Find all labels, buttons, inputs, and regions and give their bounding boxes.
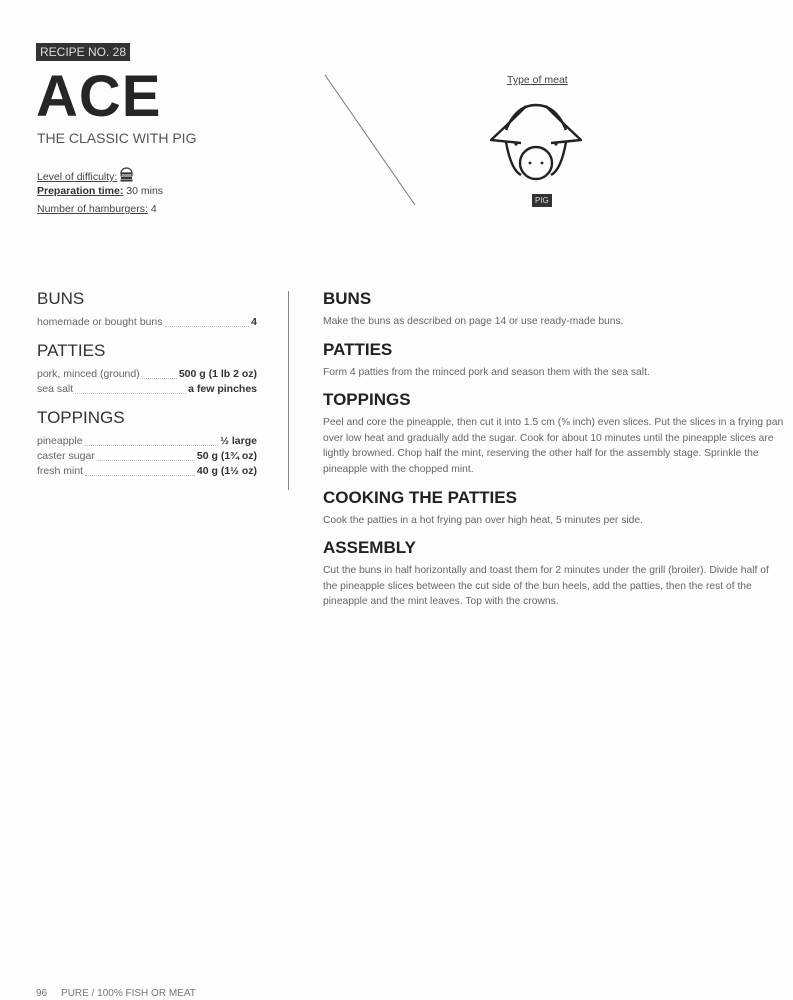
- method-text-assembly: Cut the buns in half horizontally and toast them for 2 minutes under the grill (broiler). Divide half of the pineapple slices between the cut side of the bun heels, add the patties, then the rest of the pineapple and the mint leaves. Top with the crowns.: [323, 565, 769, 608]
- ingredient-group-toppings: [37, 408, 257, 479]
- ingredient-name: sea salt: [37, 383, 74, 395]
- ingredient-amount: 40 g (1½ oz): [196, 465, 257, 477]
- leader-dots: [85, 475, 195, 476]
- hamburger-count-value: 4: [150, 203, 157, 215]
- ingredient-row: [37, 434, 257, 449]
- prep-time-row: [37, 185, 163, 197]
- ingredient-amount: 50 g (1¾ oz): [196, 450, 257, 462]
- method-heading-buns: BUNS: [323, 289, 372, 308]
- prep-time-value: 30 mins: [126, 185, 164, 197]
- section-name: PURE / 100% FISH OR MEAT: [61, 988, 196, 999]
- meat-type-label: Type of meat: [507, 74, 568, 86]
- ingredient-row: [37, 315, 257, 330]
- ingredients-heading-toppings: TOPPINGS: [37, 408, 125, 427]
- method-text-patties: Form 4 patties from the minced pork and season them with the sea salt.: [323, 366, 650, 378]
- method-heading-cooking: COOKING THE PATTIES: [323, 487, 517, 507]
- pig-head-icon: [486, 100, 586, 185]
- method-heading-toppings: TOPPINGS: [323, 390, 411, 410]
- leader-dots: [142, 378, 177, 379]
- hamburger-count-label: Number of hamburgers:: [37, 203, 148, 215]
- ingredient-amount: ½ large: [220, 435, 257, 447]
- method-column: [323, 289, 785, 620]
- ingredients-heading-buns: BUNS: [37, 289, 85, 308]
- leader-dots: [75, 393, 186, 394]
- ingredient-name: caster sugar: [37, 450, 95, 462]
- ingredient-name: pineapple: [37, 435, 83, 447]
- ingredients-heading-patties: PATTIES: [37, 341, 106, 360]
- ingredient-row: [37, 382, 257, 397]
- method-text-cooking: Cook the patties in a hot frying pan over high heat, 5 minutes per side.: [323, 514, 643, 526]
- method-text-toppings: Peel and core the pineapple, then cut it into 1.5 cm (⅝ inch) even slices. Put the slices in a frying pan over low heat and gradually add the sugar. Cook for about 10 minutes until the pineapple slices are lightly browned. Chop half the mint, reserving the other half for the assembly stage. Sprinkle the pineapple with the chopped mint.: [323, 417, 784, 475]
- burger-icon: [120, 167, 133, 182]
- ingredient-name: fresh mint: [37, 465, 84, 477]
- column-divider: [288, 291, 289, 490]
- method-text-buns: Make the buns as described on page 14 or use ready-made buns.: [323, 316, 624, 327]
- recipe-subtitle: THE CLASSIC WITH PIG: [37, 130, 197, 146]
- difficulty-label: Level of difficulty:: [37, 171, 118, 183]
- leader-dots: [97, 460, 195, 461]
- leader-dots: [85, 445, 219, 446]
- ingredient-amount: 500 g (1 lb 2 oz): [178, 368, 257, 380]
- page-footer: [36, 988, 196, 999]
- leader-dots: [165, 326, 250, 327]
- recipe-number-badge: RECIPE NO. 28: [36, 43, 130, 61]
- method-heading-patties: PATTIES: [323, 339, 393, 359]
- ingredient-group-patties: [37, 341, 257, 397]
- meat-type-badge: PIG: [532, 194, 552, 207]
- difficulty-row: [37, 167, 133, 183]
- ingredients-column: [37, 289, 257, 490]
- ingredient-name: pork, minced (ground): [37, 368, 140, 380]
- prep-time-label: Preparation time:: [37, 185, 124, 197]
- ingredient-name: homemade or bought buns: [37, 316, 163, 328]
- recipe-title: ACE: [36, 64, 162, 129]
- method-heading-assembly: ASSEMBLY: [323, 538, 416, 558]
- hamburger-count-row: [37, 203, 157, 215]
- ingredient-group-buns: [37, 289, 257, 330]
- ingredient-amount: a few pinches: [188, 383, 257, 395]
- page-number: 96: [36, 988, 48, 999]
- ingredient-row: [37, 449, 257, 464]
- ingredient-row: [37, 367, 257, 382]
- ingredient-amount: 4: [251, 316, 257, 328]
- ingredient-row: [37, 464, 257, 479]
- diagonal-divider: [318, 70, 428, 210]
